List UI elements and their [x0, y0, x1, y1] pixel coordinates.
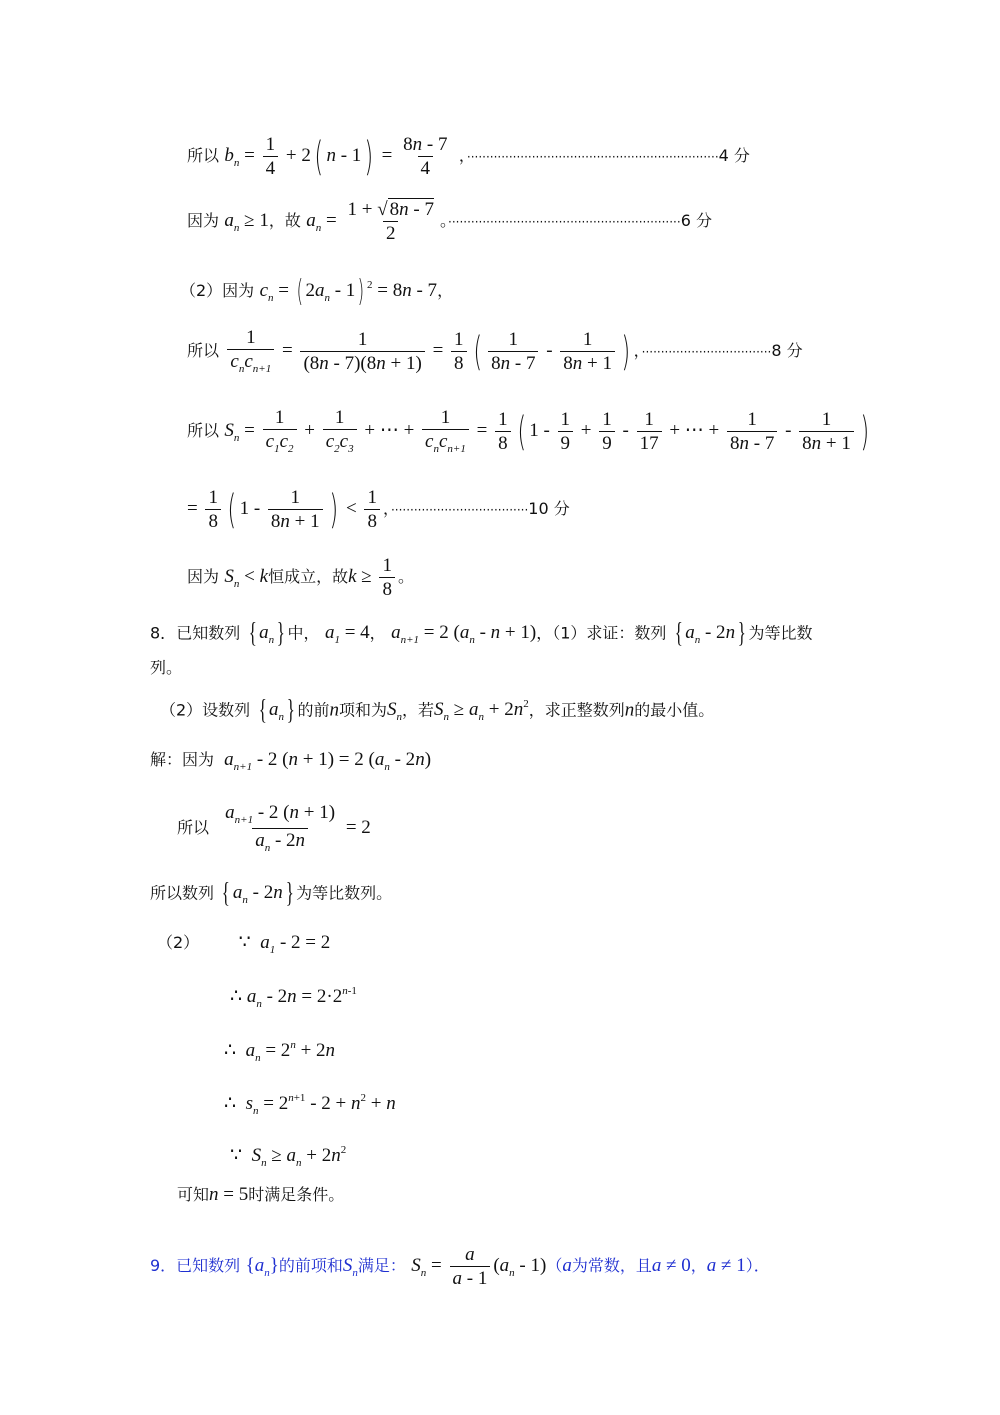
formula-a1: $a_1 = 4$: [324, 622, 370, 647]
text: ，: [633, 340, 642, 360]
formula-sn-lt-k: $S_n < k$: [224, 565, 269, 590]
sol8-line2: [177, 803, 371, 854]
text: 所以: [187, 145, 220, 165]
text: 。: [439, 210, 448, 230]
text: 所以: [187, 340, 220, 360]
text: 因为: [187, 566, 220, 586]
text: ）．: [745, 1255, 770, 1275]
text: 所以: [177, 817, 210, 837]
text: 因为: [187, 210, 220, 230]
dot-leader: ·····························································: [448, 214, 681, 229]
formula-seq: { $a_n$}: [248, 618, 285, 649]
problem8-stem: [150, 620, 813, 648]
formula-bn: $b_n$ = $\frac{1}{4}$ + 2( n - 1) = $\frac{8n - 7}{4}$: [224, 133, 448, 180]
problem-number: 9．已知数列: [150, 1255, 241, 1275]
text: 解：因为: [150, 750, 215, 769]
formula-seq-an-2n: { $a_n - 2n$}: [674, 618, 746, 649]
formula-a1-2: ∵ $a_1 - 2 = 2$: [238, 932, 331, 956]
text: 可知: [177, 1185, 210, 1204]
sol8-line1: [150, 750, 431, 773]
formula-condition: $S_n \ge a_n + 2n^2$: [434, 698, 529, 724]
line-k: [187, 556, 414, 599]
formula-k: k ≥ $\frac{1}{8}$: [348, 566, 398, 587]
text: 为等比数: [748, 623, 813, 643]
line-bound: [187, 488, 570, 531]
line-frac: [187, 328, 803, 375]
formula-sn: $S_n$: [342, 1254, 358, 1279]
formula-a-ne-0: a ≠ 0: [651, 1254, 691, 1276]
formula-seq: $\{a_n\}$: [245, 1254, 279, 1279]
problem9-stem: [150, 1245, 770, 1288]
formula-recurrence: $a_{n+1} = 2$ $(a_n - n + 1)$: [391, 622, 537, 647]
text: 时满足条件。: [248, 1185, 345, 1204]
formula-an: $a_n$ = $\frac{1 + √ 8n - 7}{2}$: [306, 199, 434, 244]
dot-leader: ··································: [641, 344, 772, 359]
problem8-wrap: 列。: [150, 658, 183, 677]
formula-n: n: [329, 699, 340, 721]
text: （: [546, 1255, 563, 1275]
formula-sn-def: $S_n$ = $\frac{a}{a - 1}$ $(a_n - 1)$: [411, 1244, 547, 1289]
text: 为等比数列。: [296, 883, 393, 903]
formula-seq-an-2n: { $a_n - 2n$}: [222, 878, 294, 909]
text: ，求正整数列: [528, 700, 625, 720]
text: 所以数列: [150, 883, 215, 903]
sol8-line6: [224, 1040, 335, 1064]
text: ，故: [268, 210, 301, 230]
formula-an-ge: $a_n \ge 1$: [224, 209, 269, 234]
text: （2）设数列: [160, 700, 251, 720]
text: ，: [437, 280, 454, 300]
text: 项和为: [339, 700, 388, 720]
text: 的前项和: [278, 1255, 343, 1275]
formula-sn-sum: $S_n$ = $\frac{1}{c_1c_2}$ + $\frac{1}{c_2c_3}$ + ⋯ + $\frac{1}{c_nc_{n+1}}$ = $\frac{1}{8}$ ( 1 - $\frac{1}{9}$ + $\frac{1}{9}$ - $\frac{1}{17}$ + ⋯ + $\frac{1}{8n - 7}$ - $\frac{1}{8n + 1}$ ): [224, 407, 869, 455]
text: 满足：: [357, 1255, 406, 1275]
formula-identity: $a_{n+1} - 2$ (n + 1) = 2 $(a_n - 2n)$: [224, 749, 432, 773]
dot-leader: ····································: [390, 502, 529, 517]
formula-condition: ∵ $S_n \ge a_n + 2n^2$: [230, 1144, 347, 1169]
text: 所以: [187, 420, 220, 440]
score: 6 分: [680, 210, 712, 230]
problem-number: 8．: [150, 623, 177, 643]
line-an: [187, 200, 712, 243]
text: 为常数，且: [571, 1255, 652, 1275]
line-cn: [180, 274, 454, 309]
text: 恒成立，故: [268, 566, 349, 586]
text: （2）因为: [180, 280, 255, 300]
text: 。: [397, 566, 414, 586]
line-sn: [187, 408, 872, 455]
sol8-line3: [150, 880, 392, 908]
formula-sn-closed: ∴ $s_n = 2^{n+1} - 2 + n^2 + n$: [224, 1092, 396, 1117]
formula-ratio: $\frac{a_{n+1} - 2 (n + 1)}{a_n - 2n}$ = 2: [225, 802, 371, 854]
text: ，: [369, 623, 386, 643]
formula-a: a: [562, 1254, 572, 1276]
line-bn: 所以 $b_n$ = $\frac{1}{4}$ + 2( n - 1) = $\frac{8n - 7}{4}$ ，··································································4 分: [187, 133, 750, 180]
text: ，（1）求证：数列: [536, 623, 667, 643]
sol8-line7: [224, 1093, 396, 1117]
text: 的前: [297, 700, 330, 720]
formula-a-ne-1: a ≠ 1: [706, 1254, 746, 1276]
formula-an-closed: ∴ $a_n = 2^n + 2n$: [224, 1039, 336, 1064]
sol8-line8: [230, 1145, 346, 1169]
score: 8 分: [771, 340, 803, 360]
formula-sn: $S_n$: [387, 699, 403, 724]
formula-an-minus: ∴ $a_n - 2n = 2\cdot 2^{n-1}$: [230, 985, 357, 1010]
formula-n-5: n = 5: [209, 1184, 249, 1205]
text: 中，: [287, 623, 320, 643]
formula-seq: { $a_n$}: [258, 695, 295, 726]
formula-bound: = $\frac{1}{8}$ ( 1 - $\frac{1}{8n + 1}$ ) < $\frac{1}{8}$: [187, 498, 383, 519]
score: 10 分: [528, 498, 570, 518]
text: 已知数列: [176, 623, 241, 643]
formula-reciprocal: $\frac{1}{c_nc_{n+1}}$ = $\frac{1}{(8n - 7)(8n + 1)}$ = $\frac{1}{8}$ ( $\frac{1}{8n - 7}$ - $\frac{1}{8n + 1}$ ): [224, 340, 633, 361]
sol8-line9: [177, 1185, 344, 1204]
text: （2）: [157, 933, 200, 952]
text: ，: [382, 498, 391, 518]
dot-leader: ··································································: [466, 149, 719, 164]
score: 4 分: [718, 145, 750, 165]
text: ，若: [402, 700, 435, 720]
text: 的最小值。: [634, 700, 715, 720]
sol8-line4: [157, 933, 330, 956]
problem8-part2: [160, 697, 714, 725]
sol8-line5: [230, 986, 357, 1010]
text: ，: [690, 1255, 707, 1275]
formula-n: n: [624, 699, 635, 721]
formula-cn: $c_n$ = ( $2a_n - 1$) $^2$ = 8n - 7: [259, 274, 438, 309]
